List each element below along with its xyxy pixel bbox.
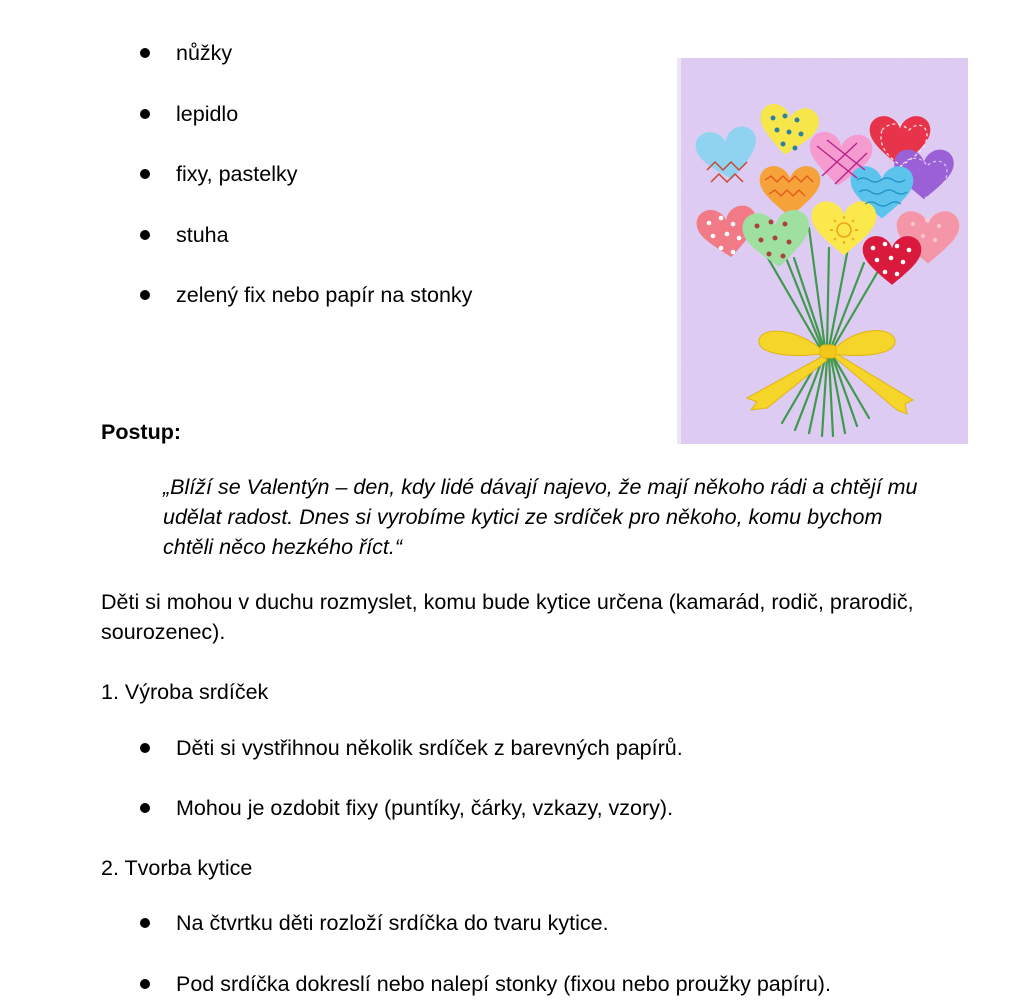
list-item-text: lepidlo xyxy=(176,102,239,126)
list-item-text: nůžky xyxy=(176,41,233,65)
bullet-icon xyxy=(140,803,150,813)
list-item-text: Děti si vystřihnou několik srdíček z barevných papírů. xyxy=(176,736,683,760)
list-item-text: zelený fix nebo papír na stonky xyxy=(176,283,473,307)
quote-line: „Blíží se Valentýn – den, kdy lidé dávají najevo, že mají někoho rádi a chtějí mu xyxy=(163,475,918,499)
bullet-icon xyxy=(140,743,150,753)
bullet-icon xyxy=(140,290,150,300)
paragraph-line: Děti si mohou v duchu rozmyslet, komu bude kytice určena (kamarád, rodič, prarodič, xyxy=(101,590,914,614)
bullet-icon xyxy=(140,48,150,58)
step-1-title: 1. Výroba srdíček xyxy=(101,680,269,704)
list-item-text: stuha xyxy=(176,223,229,247)
bullet-icon xyxy=(140,230,150,240)
quote-line: udělat radost. Dnes si vyrobíme kytici ze srdíček pro někoho, komu bychom xyxy=(163,505,883,529)
bouquet-illustration xyxy=(677,58,968,444)
quote-line: chtěli něco hezkého říct.“ xyxy=(163,535,403,559)
bullet-icon xyxy=(140,109,150,119)
procedure-heading: Postup: xyxy=(101,420,182,444)
paragraph-line: sourozenec). xyxy=(101,620,226,644)
intro-paragraph xyxy=(101,587,991,647)
intro-quote xyxy=(163,472,983,562)
bullet-icon xyxy=(140,979,150,989)
step-2-title: 2. Tvorba kytice xyxy=(101,856,253,880)
list-item-text: Mohou je ozdobit fixy (puntíky, čárky, vzkazy, vzory). xyxy=(176,796,674,820)
bullet-icon xyxy=(140,918,150,928)
heart-bouquet-photo xyxy=(677,58,968,444)
list-item-text: Na čtvrtku děti rozloží srdíčka do tvaru kytice. xyxy=(176,911,609,935)
bullet-icon xyxy=(140,169,150,179)
list-item-text: fixy, pastelky xyxy=(176,162,298,186)
list-item-text: Pod srdíčka dokreslí nebo nalepí stonky (fixou nebo proužky papíru). xyxy=(176,972,831,996)
